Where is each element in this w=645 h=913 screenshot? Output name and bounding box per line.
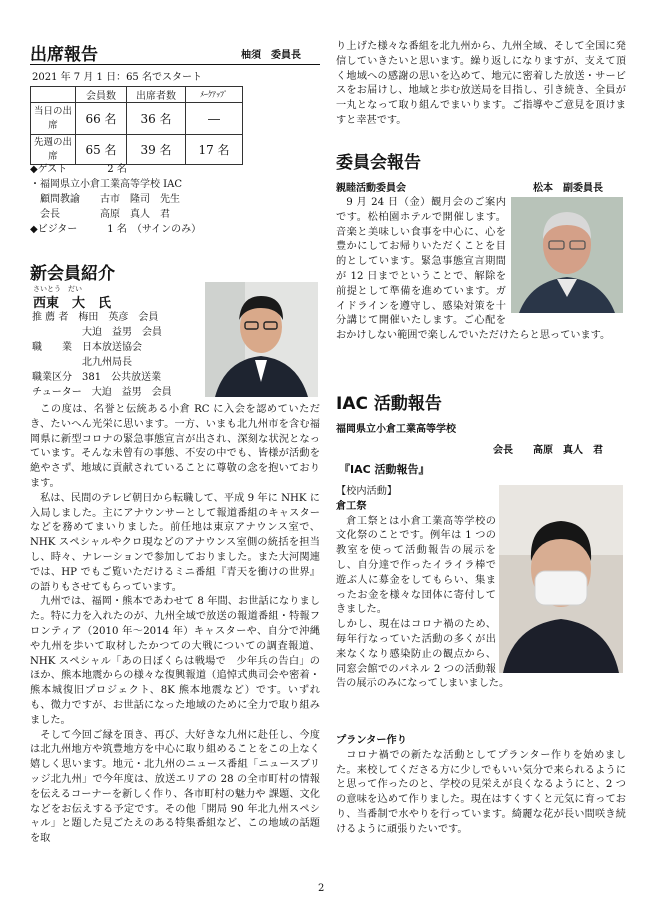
member-name: 西東 大 氏 xyxy=(33,296,112,311)
guest-line: 会長 高原 真人 君 xyxy=(30,209,170,220)
attendance-rule xyxy=(30,64,320,65)
iac-section-label: 【校内活動】 xyxy=(336,486,398,497)
profile-line: チューター 大迫 益男 会員 xyxy=(32,387,172,398)
photo-wrap-spacer xyxy=(506,196,626,323)
member-article xyxy=(30,403,320,847)
attendance-reporter: 柚須 委員長 xyxy=(241,50,301,61)
cell: 65 名 xyxy=(76,135,127,165)
article-paragraph: 私は、民間のテレビ朝日から転職して、平成 9 年に NHK に入局しました。主にアナウンサーとして報道番組のキャスターなどを務めてまいりました。前任地は東京アナウンス室で、NHK スペシャルやクロ現などのアナウンス室側の統括を担当し、時々、ナレーションで参加しておりました。また大河関連では、HP でもご覧いただけるミニ番組『青天を衝けの世界』の語りもさせてもらっています。 xyxy=(30,492,320,593)
cell: ― xyxy=(186,103,243,135)
photo-wrap-spacer xyxy=(496,485,626,673)
committee-text xyxy=(336,196,626,344)
cell: 36 名 xyxy=(127,103,186,135)
iac-text1: 倉工祭とは小倉工業高等学校の文化祭のことです。例年は 1 つの教室を使って活動報告の展示をし、自分達で作ったイライラ棒で遊ぶ人に募金をしてもらい、集まったお金を様々な団体に寄付してきました。 xyxy=(336,515,496,616)
attendance-start-line: 2021 年 7 月 1 日：65 名でスタート xyxy=(32,72,202,83)
guest-line: 顧問教諭 古市 隆司 先生 xyxy=(30,194,180,205)
member-photo-illustration xyxy=(205,282,318,397)
guest-label: ◆ゲスト 2 名 xyxy=(30,164,127,175)
member-article-continuation: り上げた様々な番組を北九州から、九州全域、そして全国に発信していきたいと思います。繰り返しになりますが、支えて頂く地域への感謝の思いを込めて、地元に密着した放送・サービスをお届けし、地域と歩む放送局を目指し、引き続き、全員が一丸となって取り組んでまいります。ご指導やご意見を頂けますと幸甚です。 xyxy=(336,41,626,126)
name-ruby: さいとう だい xyxy=(33,285,82,293)
committee-title: 委員会報告 xyxy=(336,153,421,173)
header-members: 会員数 xyxy=(76,87,127,103)
iac-activity xyxy=(336,485,626,692)
profile-line: 北九州局長 xyxy=(32,357,132,368)
attendance-table xyxy=(30,86,243,165)
iac-sub1: 倉工祭 xyxy=(336,500,367,512)
cell: 17 名 xyxy=(186,135,243,165)
member-profile xyxy=(32,310,204,400)
cell: 66 名 xyxy=(76,103,127,135)
row-label: 先週の出席 xyxy=(31,135,76,165)
iac-text2: コロナ禍での新たな活動としてプランター作りを始めました。来校してくださる方に少しでもいい気分で来られるようにと思って作ったのと、学校の見栄えが良くなるようにと、2 つの意味を込めて作りました。現在はすくすくと元気に育っており、当番制で水やりを行っています。綺麗な花が長い間咲き続けるように頑張りたいです。 xyxy=(336,749,626,835)
visitor-label: ◆ビジター 1 名 （サインのみ） xyxy=(30,224,202,235)
committee-paragraph: 9 月 24 日（金）観月会のご案内です。松柏園ホテルで開催します。音楽と美味しい食事を中心に、心を豊かにしてお帰りいただくことを目的としています。緊急事態宣言期間が 12 日までということで、解除を前提として準備を進めています。ガイドラインを遵守し、感染対策を十分講じて開催いたします。ご心配をおかけしない範囲で楽しんでいただけたらと思っています。 xyxy=(336,197,611,342)
iac-title: IAC 活動報告 xyxy=(336,394,442,414)
member-photo xyxy=(205,282,318,397)
page-number: 2 xyxy=(318,883,325,894)
iac-school: 福岡県立小倉工業高等学校 xyxy=(336,424,456,435)
committee-reporter: 松本 副委員長 xyxy=(533,183,603,194)
guest-line: ・福岡県立小倉工業高等学校 IAC xyxy=(30,179,183,190)
attendance-title: 出席報告 xyxy=(30,45,98,65)
row-label: 当日の出席 xyxy=(31,103,76,135)
iac-report-title: 『IAC 活動報告』 xyxy=(339,463,430,476)
iac-text1b: しかし、現在はコロナ禍のため、毎年行なっていた活動の多くが出来なくなり感染防止の観点から、同窓会館でのパネル 2 つの活動報告の展示のみになってしまいました。 xyxy=(336,619,510,690)
iac-reporter: 会長 高原 真人 君 xyxy=(493,445,603,456)
new-member-title: 新会員紹介 xyxy=(30,264,115,284)
iac-planter xyxy=(336,734,626,838)
guest-block xyxy=(30,162,320,237)
profile-line: 職業区分 381 公共放送業 xyxy=(32,372,162,383)
iac-sub2: プランター作り xyxy=(336,735,407,746)
cell: 39 名 xyxy=(127,135,186,165)
table-row xyxy=(31,103,243,135)
profile-line: 推 薦 者 梅田 英彦 会員 xyxy=(32,312,159,323)
article-paragraph: この度は、名誉と伝統ある小倉 RC に入会を認めていただき、たいへん光栄に思います。一方、いまも北九州市を含む福岡県に新型コロナの緊急事態宣言が出され、深刻な状況となっています。そんな未曾有の事態、不安の中でも、皆様が活動を絶やさず、地域に貢献されていることに尊敬の念を抱いております。 xyxy=(30,404,320,489)
article-paragraph: そして今回ご縁を頂き、再び、大好きな九州に赴任し、今度は北九州地方や筑豊地方を中心に取り組めることをこの上なく嬉しく思います。地元・北九州のニュース番組「ニュースブリッジ北九州」で今年度は、放送エリアの 28 の全市町村の情報を伝えるコーナーを新しく作り、各市町村の魅力や 課題、文化などをお伝えする予定です。その他「開局 90 年北九州スペシャル」と題した見ごたえのある特集番組など、この地域の話題を取 xyxy=(30,729,320,845)
header-attendees: 出席者数 xyxy=(127,87,186,103)
table-row xyxy=(31,135,243,165)
profile-line: 職 業 日本放送協会 xyxy=(32,342,142,353)
article-paragraph: 九州では、福岡・熊本であわせて 8 年間、お世話になりました。特に力を入れたのが、九州全域で放送の報道番組・特報フロンティア（2010 年～2014 年）キャスターや、自分で沖縄や九州を歩いて取材したかつての大戦についての調査報道、NHK スペシャル「あの日ぼくらは戦場で 少年兵の告白」のほか、熊本地震からの様々な復興報道（追悼式典司会や密着・熊本城復旧プロジェクト、8K 熊本地震など）です。いずれも、微力ですが、お世話になった地域のために全力で取り組みました。 xyxy=(30,596,320,726)
profile-line: 大迫 益男 会員 xyxy=(32,327,162,338)
committee-sub: 親睦活動委員会 xyxy=(336,183,406,194)
header-makeup: ﾒｰｸｱｯﾌﾟ xyxy=(186,87,243,103)
